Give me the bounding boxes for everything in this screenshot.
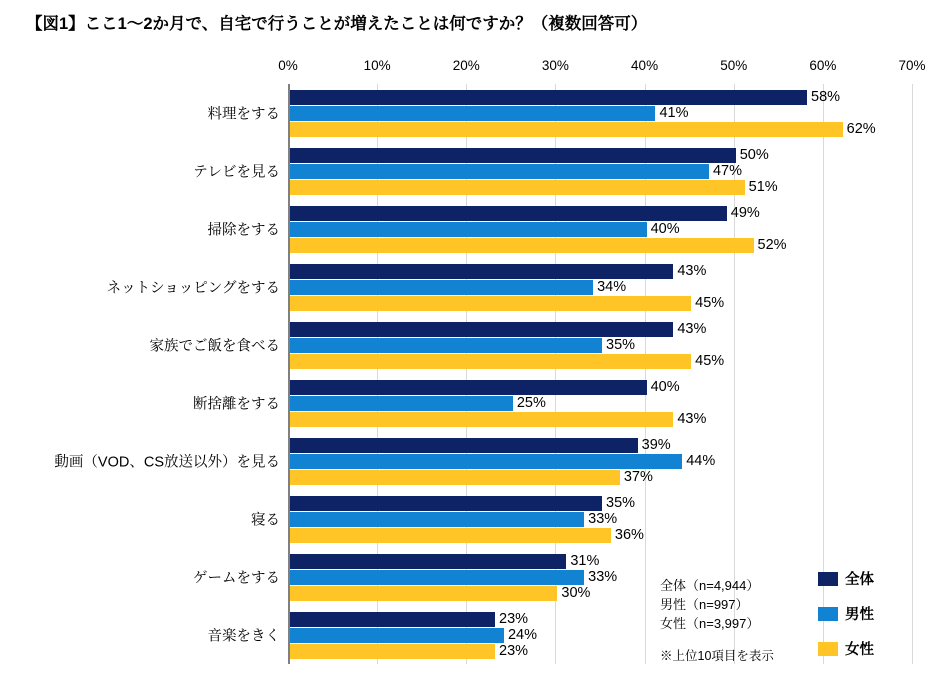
category-label: ネットショッピングをする — [106, 280, 280, 297]
bar-row — [290, 380, 914, 395]
bar-女性 — [290, 412, 673, 427]
bar-value-label: 23% — [499, 611, 529, 627]
note-male: 男性（n=997） — [660, 597, 749, 613]
category-label: 料理をする — [207, 106, 280, 123]
bar-row — [290, 222, 914, 237]
legend-item-全体[interactable] — [818, 568, 926, 589]
bar-row — [290, 496, 914, 511]
bar-value-label: 31% — [570, 553, 600, 569]
bar-value-label: 43% — [677, 263, 707, 279]
legend — [818, 568, 926, 673]
bar-value-label: 30% — [561, 585, 591, 601]
bar-value-label: 35% — [606, 337, 636, 353]
bar-女性 — [290, 180, 745, 195]
bar-女性 — [290, 354, 691, 369]
legend-item-男性[interactable] — [818, 603, 926, 624]
bar-group — [251, 490, 914, 548]
bar-value-label: 37% — [623, 469, 653, 485]
bar-value-label: 51% — [748, 179, 778, 195]
bar-row — [290, 106, 914, 121]
bar-全体 — [290, 322, 673, 337]
bar-全体 — [290, 264, 673, 279]
bar-row — [290, 412, 914, 427]
legend-item-女性[interactable] — [818, 638, 926, 659]
bar-value-label: 45% — [695, 295, 725, 311]
bar-value-label: 40% — [650, 379, 680, 395]
bar-value-label: 24% — [507, 627, 537, 643]
x-axis-tick-label: 0% — [278, 58, 298, 73]
bar-value-label: 25% — [516, 395, 546, 411]
bar-男性 — [290, 106, 655, 121]
bar-全体 — [290, 554, 566, 569]
bar-男性 — [290, 396, 513, 411]
bar-value-label: 45% — [695, 353, 725, 369]
note-footnote: ※上位10項目を表示 — [660, 648, 774, 663]
note-overall: 全体（n=4,944） — [660, 578, 760, 594]
bar-男性 — [290, 454, 682, 469]
bar-row — [290, 206, 914, 221]
bar-女性 — [290, 528, 611, 543]
bar-男性 — [290, 628, 504, 643]
bar-value-label: 47% — [712, 163, 742, 179]
bar-女性 — [290, 644, 495, 659]
bar-row — [290, 164, 914, 179]
bar-value-label: 44% — [686, 453, 716, 469]
bar-value-label: 41% — [659, 105, 689, 121]
x-axis-tick-label: 10% — [363, 58, 391, 73]
bar-value-label: 50% — [739, 147, 769, 163]
bar-row — [290, 528, 914, 543]
sample-size-notes — [660, 577, 774, 665]
bar-row — [290, 554, 914, 569]
bar-row — [290, 338, 914, 353]
bar-value-label: 36% — [614, 527, 644, 543]
bar-男性 — [290, 512, 584, 527]
bar-row — [290, 396, 914, 411]
x-axis-tick-label: 30% — [541, 58, 569, 73]
legend-swatch — [818, 642, 838, 656]
bar-男性 — [290, 164, 709, 179]
bar-group — [193, 374, 914, 432]
chart-title: 【図1】ここ1～2か月で、自宅で行うことが増えたことは何ですか？（複数回答可） — [26, 15, 648, 33]
bar-全体 — [290, 380, 647, 395]
bar-row — [290, 280, 914, 295]
category-label: 動画（VOD、CS放送以外）を見る — [54, 454, 280, 471]
bar-全体 — [290, 438, 638, 453]
bar-row — [290, 454, 914, 469]
bar-全体 — [290, 90, 807, 105]
category-label: 家族でご飯を食べる — [149, 338, 280, 355]
bar-group — [149, 316, 914, 374]
bar-row — [290, 180, 914, 195]
bar-value-label: 35% — [606, 495, 636, 511]
bar-女性 — [290, 470, 620, 485]
bar-value-label: 49% — [730, 205, 760, 221]
category-label: 断捨離をする — [193, 396, 280, 413]
bar-value-label: 23% — [499, 643, 529, 659]
bar-全体 — [290, 612, 495, 627]
bar-value-label: 43% — [677, 321, 707, 337]
bar-row — [290, 238, 914, 253]
bar-row — [290, 512, 914, 527]
bar-男性 — [290, 280, 593, 295]
bar-value-label: 40% — [650, 221, 680, 237]
bar-全体 — [290, 206, 727, 221]
bar-全体 — [290, 148, 736, 163]
category-label: 寝る — [251, 512, 280, 529]
bar-row — [290, 354, 914, 369]
bar-group — [193, 142, 914, 200]
legend-swatch — [818, 607, 838, 621]
legend-label: 男性 — [845, 607, 874, 623]
bar-男性 — [290, 570, 584, 585]
legend-swatch — [818, 572, 838, 586]
x-axis-tick-label: 40% — [631, 58, 659, 73]
legend-label: 全体 — [845, 572, 874, 588]
bar-group — [106, 258, 914, 316]
bar-value-label: 62% — [846, 121, 876, 137]
bar-女性 — [290, 122, 843, 137]
bar-row — [290, 322, 914, 337]
x-axis-tick-label: 70% — [898, 58, 926, 73]
category-label: 音楽をきく — [207, 628, 280, 645]
bar-value-label: 33% — [588, 511, 618, 527]
bar-group — [207, 200, 914, 258]
x-axis-tick-label: 20% — [452, 58, 480, 73]
category-label: 掃除をする — [207, 222, 280, 239]
bar-value-label: 43% — [677, 411, 707, 427]
bar-row — [290, 90, 914, 105]
bar-女性 — [290, 586, 557, 601]
bar-row — [290, 296, 914, 311]
bar-男性 — [290, 222, 647, 237]
bar-value-label: 52% — [757, 237, 787, 253]
bar-row — [290, 122, 914, 137]
bar-value-label: 34% — [597, 279, 627, 295]
bar-女性 — [290, 238, 754, 253]
bar-全体 — [290, 496, 602, 511]
category-label: ゲームをする — [193, 570, 280, 587]
bar-value-label: 33% — [588, 569, 618, 585]
legend-label: 女性 — [845, 642, 874, 658]
bar-row — [290, 470, 914, 485]
bar-女性 — [290, 296, 691, 311]
bar-group — [207, 84, 914, 142]
bar-group — [54, 432, 914, 490]
bar-value-label: 58% — [811, 89, 841, 105]
x-axis-tick-label: 50% — [720, 58, 748, 73]
bar-row — [290, 148, 914, 163]
note-female: 女性（n=3,997） — [660, 616, 760, 632]
bar-row — [290, 264, 914, 279]
category-label: テレビを見る — [193, 164, 280, 181]
bar-row — [290, 438, 914, 453]
x-axis-tick-label: 60% — [809, 58, 837, 73]
bar-value-label: 39% — [641, 437, 671, 453]
bar-男性 — [290, 338, 602, 353]
